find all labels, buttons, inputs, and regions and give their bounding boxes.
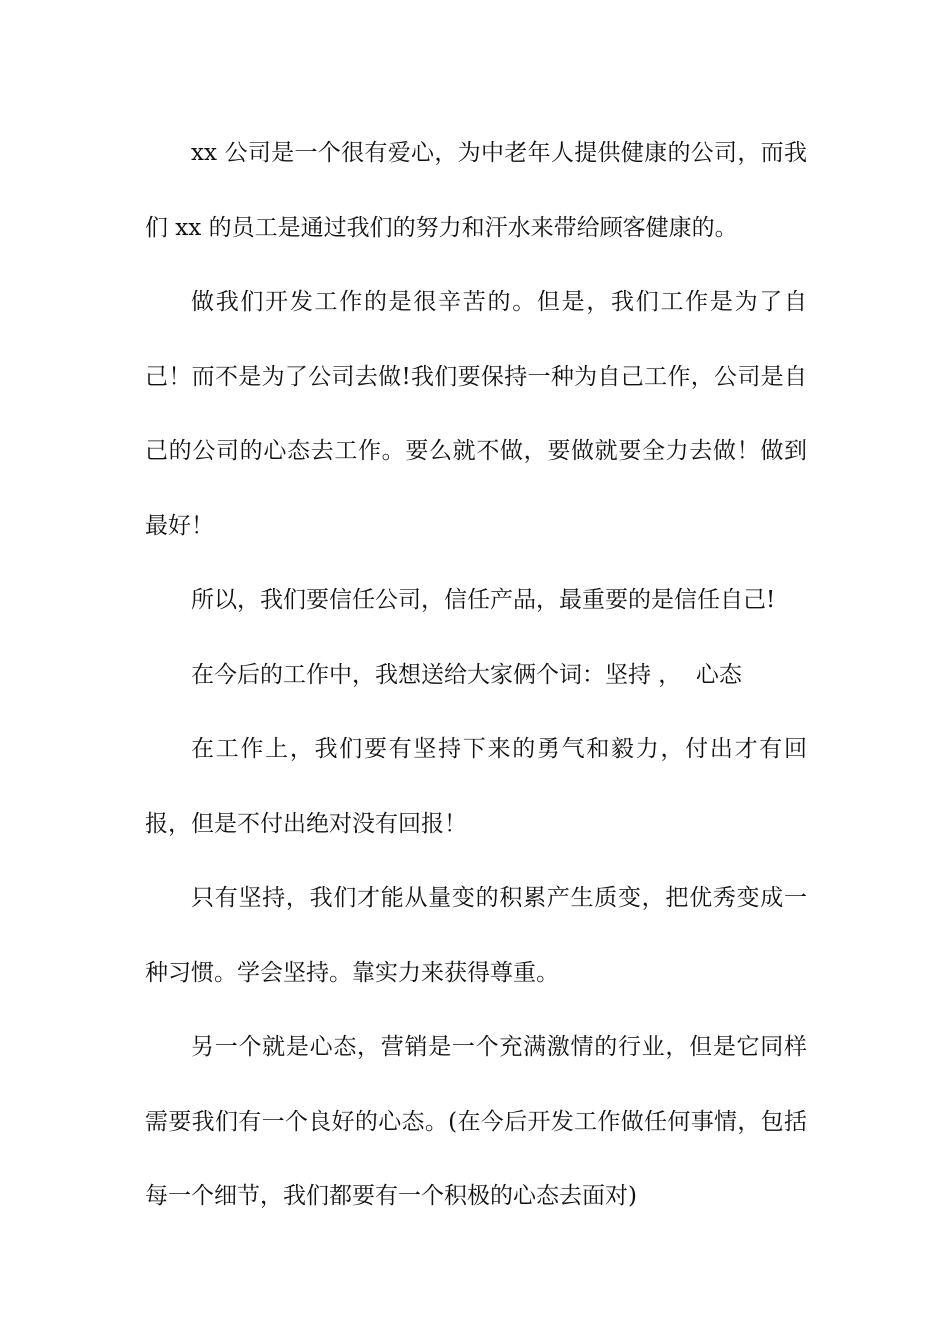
- paragraph-7: 另一个就是心态，营销是一个充满激情的行业，但是它同样需要我们有一个良好的心态。(在今后开发工作做任何事情，包括每一个细节，我们都要有一个积极的心态去面对): [145, 1034, 807, 1209]
- document-body: [145, 116, 807, 1234]
- paragraph-6: 只有坚持，我们才能从量变的积累产生质变，把优秀变成一种习惯。学会坚持。靠实力来获得尊重。: [145, 885, 807, 986]
- paragraph-2: 做我们开发工作的是很辛苦的。但是，我们工作是为了自己！而不是为了公司去做!我们要保持一种为自己工作，公司是自己的公司的心态去工作。要么就不做，要做就要全力去做！做到最好！: [145, 289, 807, 539]
- paragraph-3: 所以，我们要信任公司，信任产品，最重要的是信任自己!: [191, 587, 776, 613]
- paragraph-5: 在工作上，我们要有坚持下来的勇气和毅力，付出才有回报，但是不付出绝对没有回报！: [145, 736, 807, 837]
- paragraph-1: xx 公司是一个很有爱心，为中老年人提供健康的公司，而我们 xx 的员工是通过我们的努力和汗水来带给顾客健康的。: [145, 140, 807, 241]
- paragraph-4: 在今后的工作中，我想送给大家俩个词：坚持 ， 心态: [191, 661, 742, 688]
